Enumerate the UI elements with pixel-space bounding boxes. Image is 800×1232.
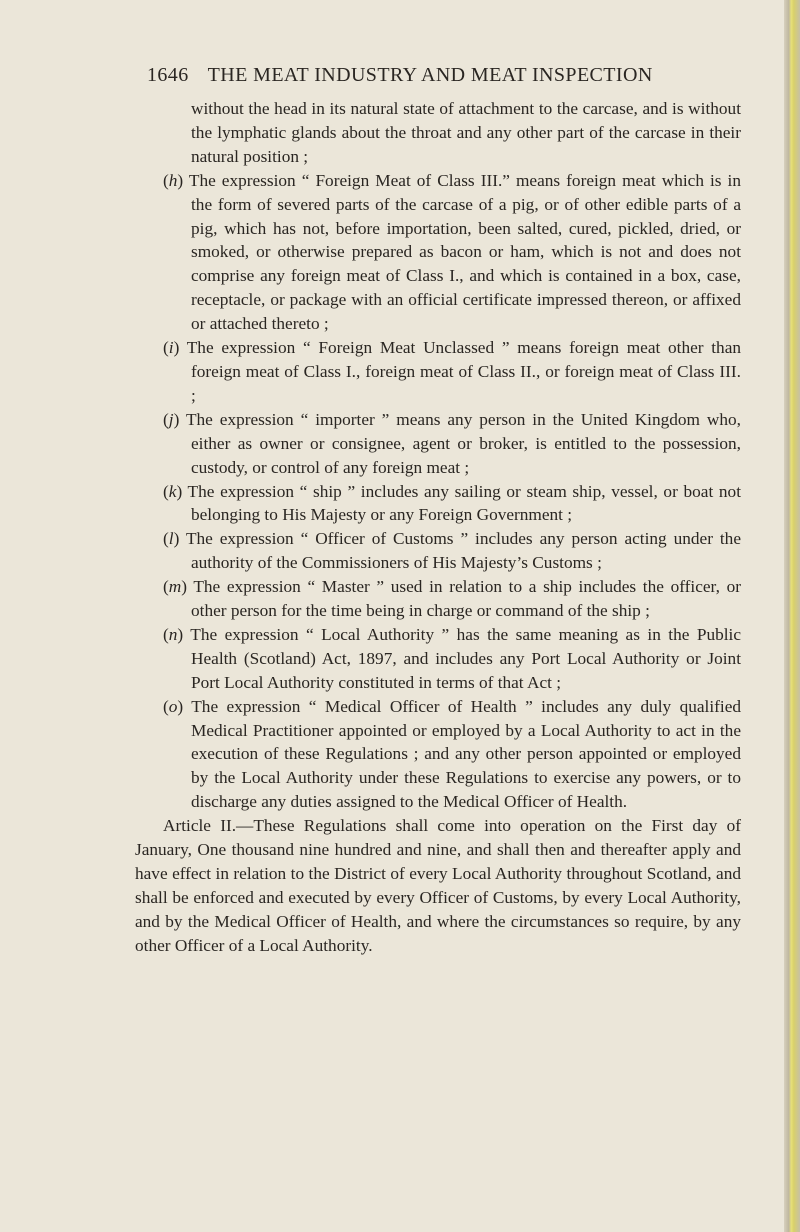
page-edge-shadow — [784, 0, 800, 1232]
continued-paragraph: without the head in its natural state of attachment to the carcase, and is without the lymphatic glands about the throat and any other part of the carcase in their natural position ; — [191, 99, 741, 166]
running-title: THE MEAT INDUSTRY AND MEAT INSPECTION — [207, 64, 653, 86]
definition-text: The expression “ Master ” used in relation to a ship includes the officer, or other person for the time being in charge or command of the ship ; — [191, 577, 741, 621]
definition-letter: n — [168, 624, 178, 644]
article-paragraph — [135, 814, 741, 957]
definition-letter: m — [168, 577, 182, 597]
definition-l: (l) The expression “ Officer of Customs ” includes any person acting under the authority of the Commissioners of His Majesty’s Customs ; — [163, 529, 741, 573]
running-header — [147, 64, 747, 87]
definition-text: The expression “ Foreign Meat of Class III.” means foreign meat which is in the form of severed parts of the carcase of a pig, or of other edible parts of a pig, which has not, before importation, been salted, cured, pickled, dried, or smoked, or otherwise prepared as bacon or ham, which is not and does not comprise any foreign meat of Class I., and which is contained in a box, case, receptacle, or package with an official certificate impressed thereon, or affixed or attached thereto ; — [188, 170, 742, 334]
definition-letter: k — [168, 481, 177, 501]
article-heading: Article II. — [163, 816, 237, 836]
definition-text: The expression “ Local Authority ” has the same meaning as in the Public Health (Scotland) Act, 1897, and includes any Port Local Authority or Joint Port Local Authority constituted in terms of that Act ; — [190, 624, 741, 692]
definition-k: (k) The expression “ ship ” includes any sailing or steam ship, vessel, or boat not belonging to His Majesty or any Foreign Government ; — [163, 481, 741, 525]
definition-letter: o — [168, 696, 178, 716]
definition-letter: h — [168, 170, 178, 190]
definition-text: The expression “ Foreign Meat Unclassed ” means foreign meat other than foreign meat of Class I., foreign meat of Class II., or foreign meat of Class III. ; — [186, 338, 742, 405]
definition-i: (i) The expression “ Foreign Meat Unclassed ” means foreign meat other than foreign meat of Class I., foreign meat of Class II., or foreign meat of Class III. ; — [163, 338, 742, 405]
definition-text: The expression “ ship ” includes any sailing or steam ship, vessel, or boat not belonging to His Majesty or any Foreign Government ; — [187, 481, 741, 525]
page-body — [135, 97, 741, 958]
definition-n: (n) The expression “ Local Authority ” has the same meaning as in the Public Health (Scotland) Act, 1897, and includes any Port Local Authority or Joint Port Local Authority constituted in terms of that Act ; — [163, 624, 741, 692]
definition-m: (m) The expression “ Master ” used in relation to a ship includes the officer, or other person for the time being in charge or command of the ship ; — [163, 577, 741, 621]
definition-o: (o) The expression “ Medical Officer of Health ” includes any duly qualified Medical Practitioner appointed or employed by a Local Authority to act in the execution of these Regulations ; and any other person appointed or employed by the Local Authority under these Regulations to exercise any powers, or to discharge any duties assigned to the Medical Officer of Health. — [163, 696, 742, 812]
page-number: 1646 — [147, 64, 189, 86]
definition-j: (j) The expression “ importer ” means any person in the United Kingdom who, either as owner or consignee, agent or broker, is entitled to the possession, custody, or control of any foreign meat ; — [163, 409, 742, 477]
definition-text: The expression “ Officer of Customs ” includes any person acting under the authority of the Commissioners of His Majesty’s Customs ; — [185, 529, 741, 573]
definition-text: The expression “ importer ” means any person in the United Kingdom who, either as owner or consignee, agent or broker, is entitled to the possession, custody, or control of any foreign meat ; — [185, 409, 742, 477]
article-text: —These Regulations shall come into operation on the First day of January, One thousand nine hundred and nine, and shall then and thereafter apply and have effect in relation to the District of every Local Authority throughout Scotland, and shall be enforced and executed by every Officer of Customs, by every Local Authority, and by the Medical Officer of Health, and where the circumstances so require, by any other Officer of a Local Authority. — [135, 816, 741, 955]
definition-h: (h) The expression “ Foreign Meat of Class III.” means foreign meat which is in the form of severed parts of the carcase of a pig, or of other edible parts of a pig, which has not, before importation, been salted, cured, pickled, dried, or smoked, or otherwise prepared as bacon or ham, which is not and does not comprise any foreign meat of Class I., and which is contained in a box, case, receptacle, or package with an official certificate impressed thereon, or affixed or attached thereto ; — [163, 170, 742, 334]
definition-text: The expression “ Medical Officer of Health ” includes any duly qualified Medical Practitioner appointed or employed by a Local Authority to act in the execution of these Regulations ; and any other person appointed or employed by the Local Authority under these Regulations to exercise any powers, or to discharge any duties assigned to the Medical Officer of Health. — [191, 696, 742, 812]
definition-letter: j — [168, 409, 174, 429]
definition-letter: l — [168, 529, 174, 549]
definition-letter: i — [168, 338, 174, 358]
